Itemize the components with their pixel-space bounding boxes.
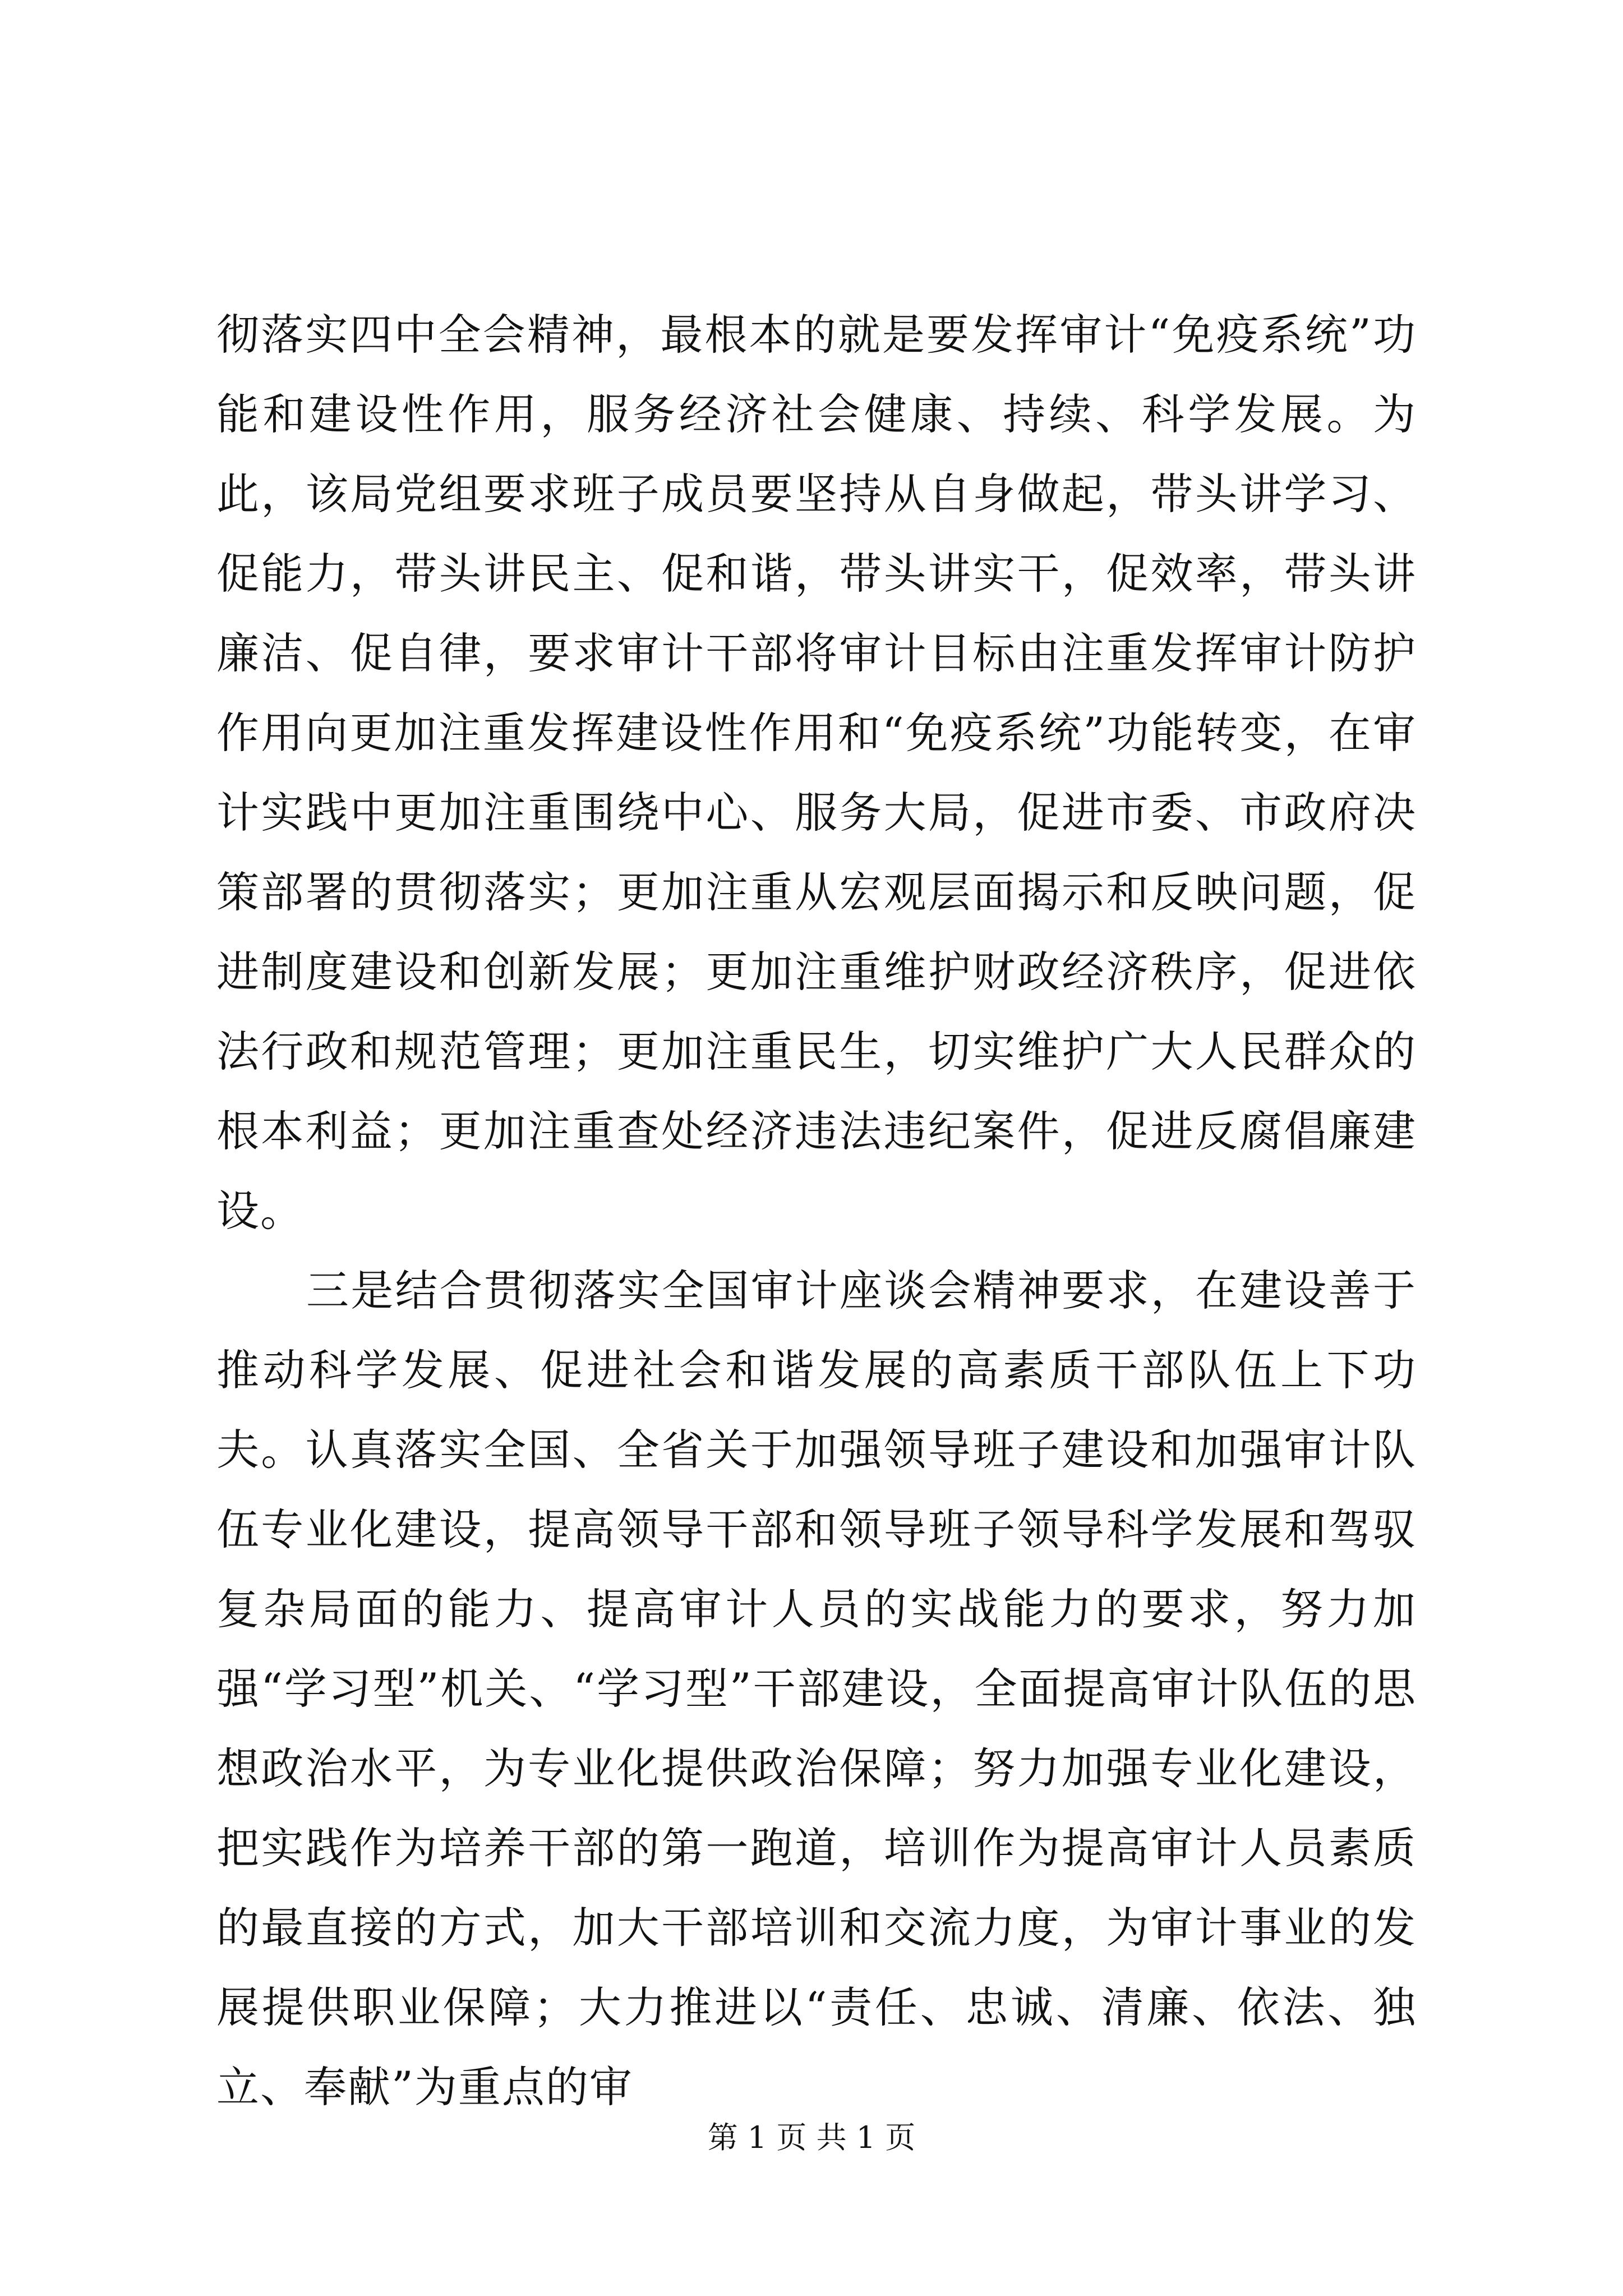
- paragraph-1: 彻落实四中全会精神，最根本的就是要发挥审计“免疫系统”功能和建设性作用，服务经济社会健康、持续、科学发展。为此，该局党组要求班子成员要坚持从自身做起，带头讲学习、促能力，带头讲民主、促和谐，带头讲实干，促效率，带头讲廉洁、促自律，要求审计干部将审计目标由注重发挥审计防护作用向更加注重发挥建设性作用和“免疫系统”功能转变，在审计实践中更加注重围绕中心、服务大局，促进市委、市政府决策部署的贯彻落实；更加注重从宏观层面揭示和反映问题，促进制度建设和创新发展；更加注重维护财政经济秩序，促进依法行政和规范管理；更加注重民生，切实维护广大人民群众的根本利益；更加注重查处经济违法违纪案件，促进反腐倡廉建设。: [216, 310, 1417, 1236]
- document-body: [216, 295, 1417, 2127]
- page-footer: 第 1 页 共 1 页: [707, 2120, 916, 2155]
- paragraph-2: 三是结合贯彻落实全国审计座谈会精神要求，在建设善于推动科学发展、促进社会和谐发展的高素质干部队伍上下功夫。认真落实全国、全省关于加强领导班子建设和加强审计队伍专业化建设，提高领导干部和领导班子领导科学发展和驾驭复杂局面的能力、提高审计人员的实战能力的要求，努力加强“学习型”机关、“学习型”干部建设，全面提高审计队伍的思想政治水平，为专业化提供政治保障；努力加强专业化建设，把实践作为培养干部的第一跑道，培训作为提高审计人员素质的最直接的方式，加大干部培训和交流力度，为审计事业的发展提供职业保障；大力推进以“责任、忠诚、清廉、依法、独立、奉献”为重点的审: [216, 1266, 1417, 2112]
